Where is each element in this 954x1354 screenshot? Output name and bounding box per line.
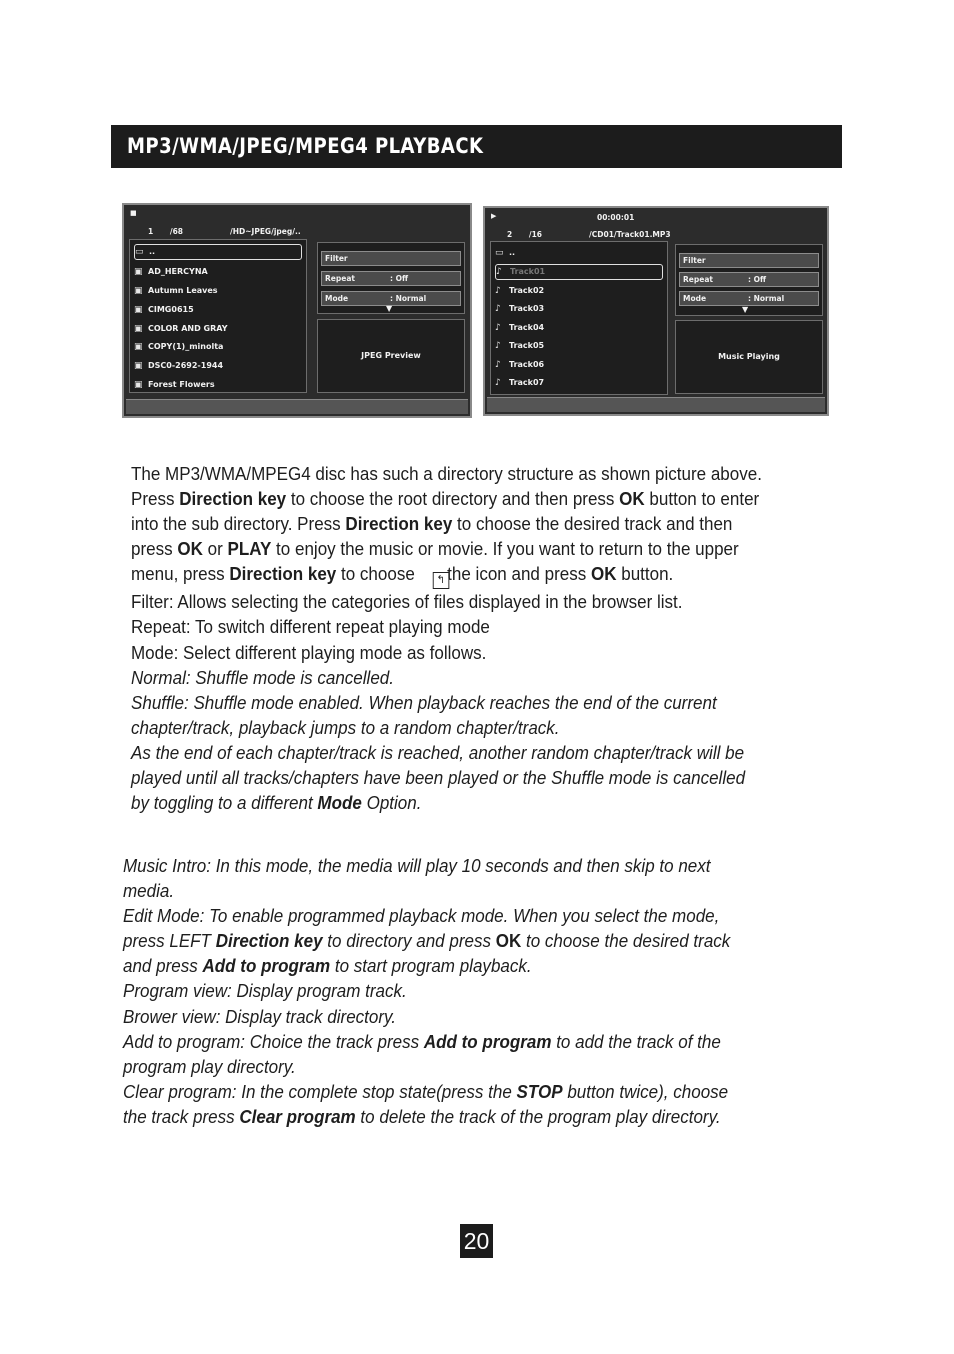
preview-panel: JPEG Preview (317, 319, 465, 393)
text-line: program play directory. (123, 1055, 296, 1077)
text-line: press LEFT Direction key to directory and press OK to choose the desired track (123, 930, 731, 952)
list-item[interactable]: ♪ Track01 (495, 264, 663, 280)
list-item[interactable]: ♪ Track05 (495, 338, 663, 354)
photo-icon: ▣ (134, 361, 143, 371)
list-item[interactable]: ▣ COPY(1)_minolta (134, 339, 302, 355)
chevron-down-icon: ▼ (386, 304, 393, 313)
text-line: press OK or PLAY to enjoy the music or movie. If you want to return to the upper (131, 538, 739, 560)
text-line: media. (123, 880, 175, 902)
music-note-icon: ♪ (495, 360, 501, 370)
filter-option[interactable]: Filter (321, 251, 461, 266)
file-total: /68 (169, 227, 184, 236)
stop-icon: ■ (130, 209, 137, 217)
jpeg-browser-screen (122, 203, 472, 418)
list-item[interactable]: ♪ Track04 (495, 320, 663, 336)
text-line: played until all tracks/chapters have been played or the Shuffle mode is cancelled (131, 767, 746, 789)
music-note-icon: ♪ (495, 323, 501, 333)
file-total: /16 (528, 230, 543, 239)
music-browser-screen (483, 206, 829, 416)
text-line: Normal: Shuffle mode is cancelled. (131, 666, 394, 688)
photo-icon: ▣ (134, 380, 143, 390)
file-list (129, 239, 307, 393)
music-note-icon: ♪ (495, 341, 501, 351)
text-line: by toggling to a different Mode Option. (131, 792, 422, 814)
list-item[interactable]: ♪ Track03 (495, 301, 663, 317)
music-note-icon: ♪ (496, 267, 502, 277)
text-line: Add to program: Choice the track press Add to program to add the track of the (123, 1030, 721, 1052)
filter-option[interactable]: Filter (679, 253, 819, 268)
photo-icon: ▣ (134, 324, 143, 334)
text-line: The MP3/WMA/MPEG4 disc has such a directory structure as shown picture above. (131, 463, 762, 484)
text-line: Mode: Select different playing mode as follows. (131, 641, 487, 663)
mode-option[interactable]: Mode : Normal (679, 291, 819, 306)
current-path: /CD01/Track01.MP3 (589, 230, 671, 239)
options-panel (675, 244, 823, 316)
instructions-block (131, 461, 817, 815)
repeat-option[interactable]: Repeat : Off (679, 272, 819, 287)
status-bar (126, 399, 468, 414)
file-list (490, 241, 668, 395)
list-item[interactable]: ♪ Track02 (495, 283, 663, 299)
file-index: 1 (148, 227, 154, 236)
text-line: Shuffle: Shuffle mode enabled. When playback reaches the end of the current (131, 691, 717, 713)
options-panel (317, 242, 465, 314)
text-line: Filter: Allows selecting the categories of files displayed in the browser list. (131, 591, 683, 613)
list-item[interactable]: ▣ Autumn Leaves (134, 283, 302, 299)
list-item[interactable]: ▭ .. (495, 245, 663, 261)
elapsed-time: 00:00:01 (597, 213, 635, 222)
list-item[interactable]: ▣ AD_HERCYNA (134, 264, 302, 280)
current-path: /HD~JPEG/jpeg/.. (230, 227, 301, 236)
music-note-icon: ♪ (495, 378, 501, 388)
text-line: chapter/track, playback jumps to a random chapter/track. (131, 716, 560, 738)
text-line: Program view: Display program track. (123, 980, 407, 1002)
section-header (111, 125, 842, 168)
text-line: the track press Clear program to delete the track of the program play directory. (123, 1105, 721, 1127)
list-item[interactable]: ♪ Track06 (495, 357, 663, 373)
music-note-icon: ♪ (495, 286, 501, 296)
photo-icon: ▣ (134, 342, 143, 352)
chevron-down-icon: ▼ (742, 305, 749, 314)
folder-icon: ▭ (495, 248, 504, 258)
list-item[interactable]: ▣ CIMG0615 (134, 302, 302, 318)
repeat-option[interactable]: Repeat : Off (321, 271, 461, 286)
play-icon: ▶ (491, 212, 497, 220)
page-number: 20 (460, 1224, 493, 1258)
text-line: As the end of each chapter/track is reached, another random chapter/track will be (131, 741, 745, 763)
return-folder-icon: ↰ (432, 572, 449, 589)
text-line: Music Intro: In this mode, the media will play 10 seconds and then skip to next (123, 855, 711, 876)
text-line: and press Add to program to start program playback. (123, 955, 532, 977)
text-line: menu, press Direction key to choose ↰ the icon and press OK button. (131, 561, 762, 589)
status-bar (487, 397, 825, 412)
text-line: Edit Mode: To enable programmed playback mode. When you select the mode, (123, 905, 720, 927)
section-title: MP3/WMA/JPEG/MPEG4 PLAYBACK (127, 134, 484, 158)
list-item[interactable]: ▣ Forest Flowers (134, 377, 302, 393)
text-line: into the sub directory. Press Direction key to choose the desired track and then (131, 513, 733, 535)
text-line: Press Direction key to choose the root directory and then press OK button to enter (131, 488, 760, 510)
list-item[interactable]: ▭ .. (134, 244, 302, 260)
music-note-icon: ♪ (495, 304, 501, 314)
list-item[interactable]: ▣ DSC0-2692-1944 (134, 358, 302, 374)
list-item[interactable]: ♪ Track07 (495, 375, 663, 391)
text-line: Repeat: To switch different repeat playing mode (131, 616, 490, 638)
mode-option[interactable]: Mode : Normal (321, 291, 461, 306)
photo-icon: ▣ (134, 267, 143, 277)
list-item[interactable]: ▣ COLOR AND GRAY (134, 321, 302, 337)
program-mode-block (123, 853, 783, 1129)
photo-icon: ▣ (134, 286, 143, 296)
file-index: 2 (507, 230, 513, 239)
text-line: Clear program: In the complete stop state(press the STOP button twice), choose (123, 1080, 729, 1102)
text-line: Brower view: Display track directory. (123, 1005, 397, 1027)
now-playing-panel: Music Playing (675, 320, 823, 394)
folder-icon: ▭ (135, 247, 144, 257)
photo-icon: ▣ (134, 305, 143, 315)
